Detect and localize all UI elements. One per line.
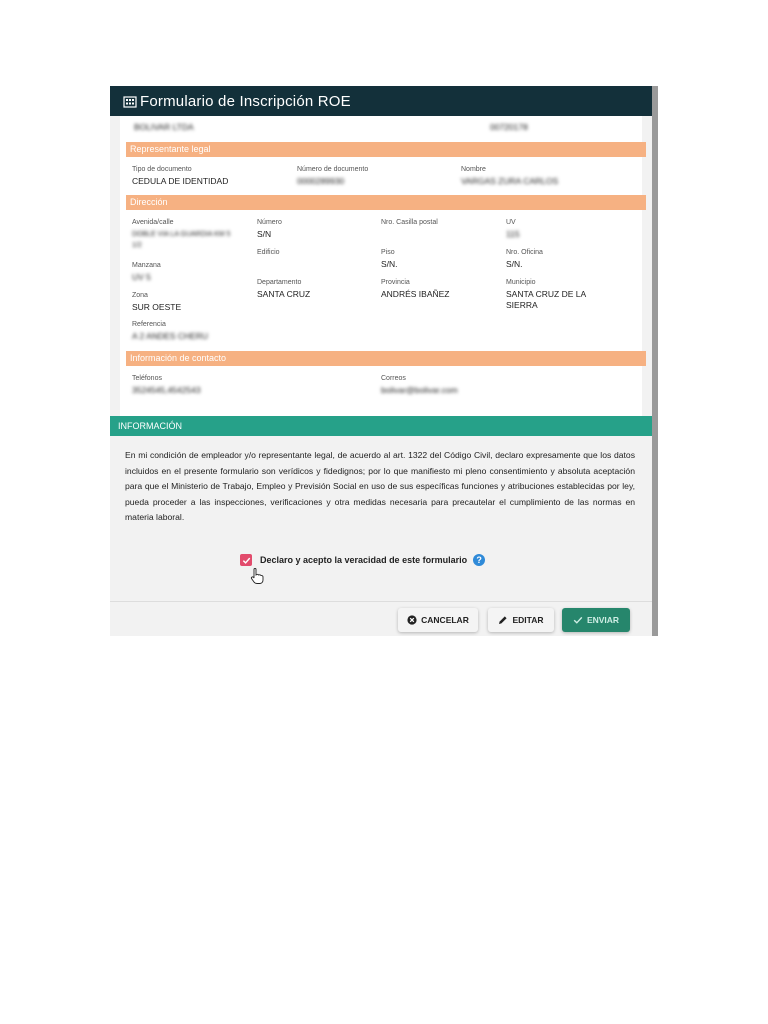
piso-value: S/N. xyxy=(381,259,398,269)
form-card xyxy=(120,116,642,416)
cancel-button[interactable] xyxy=(398,608,478,632)
oficina-label: Nro. Oficina xyxy=(506,249,543,256)
cancel-button-label: CANCELAR xyxy=(421,615,469,625)
modal-footer xyxy=(110,601,652,636)
informacion-header: INFORMACIÓN xyxy=(110,416,652,436)
municipio-label: Municipio xyxy=(506,279,536,286)
numero-value: S/N xyxy=(257,229,272,239)
zona-label: Zona xyxy=(132,292,148,299)
modal-title: Formulario de Inscripción ROE xyxy=(140,92,351,110)
telefonos-value: 3524545,4542543 xyxy=(132,385,201,395)
send-button[interactable] xyxy=(562,608,630,632)
provincia-label: Provincia xyxy=(381,279,410,286)
company-name-value: BOLIVAR LTDA xyxy=(134,122,194,132)
screenshot-frame xyxy=(110,86,658,636)
tipo-documento-label: Tipo de documento xyxy=(132,166,192,173)
telefonos-label: Teléfonos xyxy=(132,375,162,382)
checkmark-icon xyxy=(573,615,583,625)
employer-number-value: 00720178 xyxy=(490,122,528,132)
help-icon[interactable]: ? xyxy=(473,554,485,566)
nombre-label: Nombre xyxy=(461,166,486,173)
nombre-value: VARGAS ZURA CARLOS xyxy=(461,176,559,186)
informacion-panel xyxy=(110,436,652,601)
uv-label: UV xyxy=(506,219,516,226)
municipio-value: SANTA CRUZ DE LA SIERRA xyxy=(506,289,586,310)
section-header-representante: Representante legal xyxy=(126,142,646,157)
tipo-documento-value: CEDULA DE IDENTIDAD xyxy=(132,176,229,186)
accept-checkbox-label[interactable]: Declaro y acepto la veracidad de este formulario xyxy=(260,555,468,565)
departamento-value: SANTA CRUZ xyxy=(257,289,311,299)
close-circle-icon xyxy=(407,615,417,625)
referencia-label: Referencia xyxy=(132,321,166,328)
numero-documento-label: Número de documento xyxy=(297,166,369,173)
avenida-value: DOBLE VIA LA GUARDIA KM 5 1/2 xyxy=(132,231,231,249)
hand-cursor-icon xyxy=(250,568,264,589)
correos-label: Correos xyxy=(381,375,406,382)
send-button-label: ENVIAR xyxy=(586,615,620,625)
zona-value: SUR OESTE xyxy=(132,302,182,312)
oficina-value: S/N. xyxy=(506,259,523,269)
provincia-value: ANDRÉS IBAÑEZ xyxy=(381,289,450,299)
piso-label: Piso xyxy=(381,249,395,256)
edificio-label: Edificio xyxy=(257,249,280,256)
edit-button[interactable] xyxy=(488,608,554,632)
check-icon xyxy=(242,556,251,565)
casilla-label: Nro. Casilla postal xyxy=(381,219,438,226)
correos-value: bolivar@bolivar.com xyxy=(381,385,458,395)
section-header-direccion: Dirección xyxy=(126,195,646,210)
building-icon xyxy=(123,94,137,108)
avenida-label: Avenida/calle xyxy=(132,219,174,226)
declaration-text: En mi condición de empleador y/o representante legal, de acuerdo al art. 1322 del Código Civil, declaro expresamente que los datos incluidos en el presente formulario son verídicos y fidedignos; por lo que manifiesto mi pleno consentimiento y absoluta aceptación para que el Ministerio de Trabajo, Empleo y Previsión Social en uso de sus específicas funciones y atribuciones establecidas por ley, pueda proceder a las inspecciones, verificaciones y otra medidas necesaria para precautelar el cumplimiento de las normas en materia laboral. xyxy=(125,450,635,522)
referencia-value: A 2 ANDES CHERU xyxy=(132,331,209,341)
edit-button-label: EDITAR xyxy=(512,615,544,625)
pencil-icon xyxy=(498,615,508,625)
section-header-contacto: Información de contacto xyxy=(126,351,646,366)
numero-documento-value: 0000289930 xyxy=(297,176,345,186)
manzana-label: Manzana xyxy=(132,262,161,269)
departamento-label: Departamento xyxy=(257,279,302,286)
vertical-scrollbar[interactable] xyxy=(652,86,658,636)
accept-checkbox[interactable] xyxy=(240,554,252,566)
modal-title-bar xyxy=(110,86,652,116)
numero-label: Número xyxy=(257,219,282,226)
declare-row xyxy=(240,554,485,566)
uv-value: 115 xyxy=(506,229,520,239)
manzana-value: UV 5 xyxy=(132,272,151,282)
